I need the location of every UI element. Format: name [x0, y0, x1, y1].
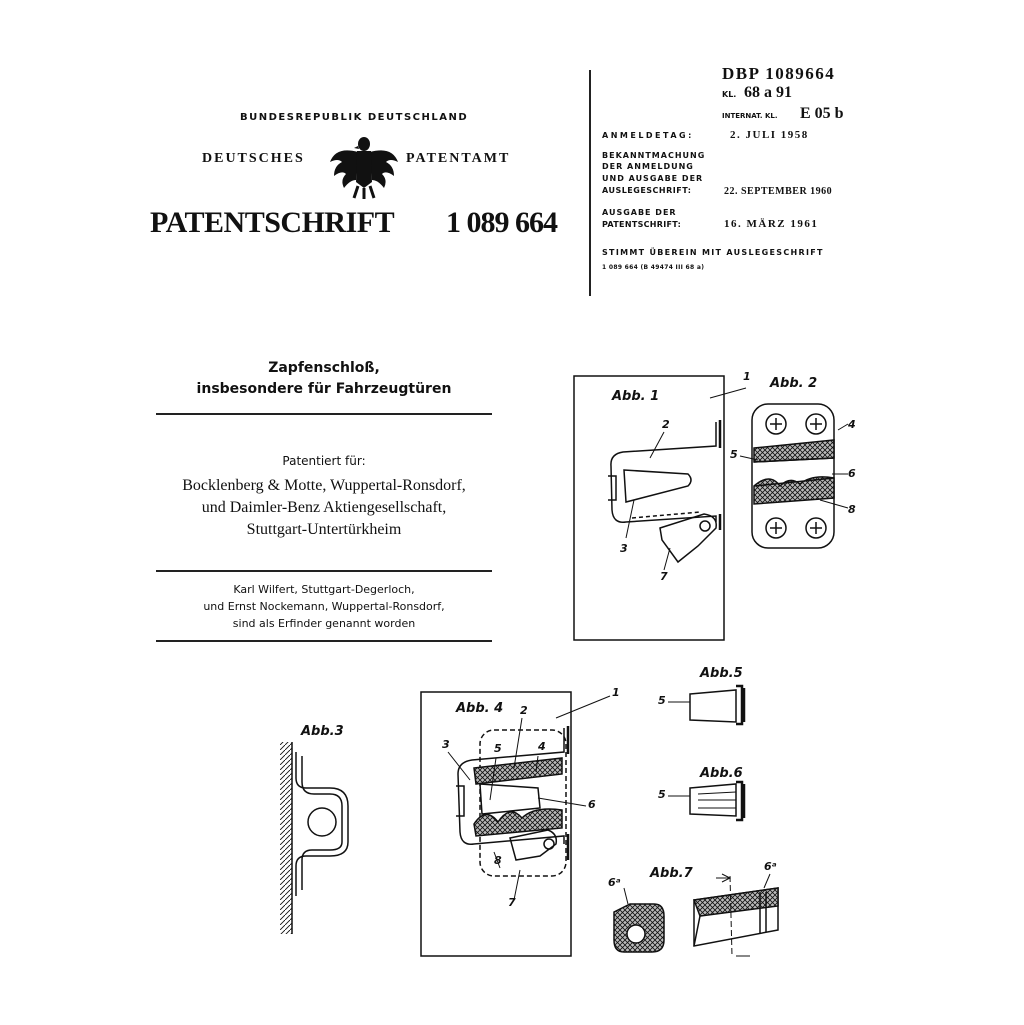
ref-3-fig1: 3 — [620, 542, 628, 555]
ausgabe-label-1: AUSGABE DER — [602, 208, 677, 217]
ref-4-fig2: 4 — [848, 418, 856, 431]
dbp-number: DBP 1089664 — [722, 64, 836, 83]
figure-2 — [740, 404, 848, 548]
figure-7 — [614, 874, 778, 956]
ref-5-fig5: 5 — [658, 694, 666, 707]
bekanntmachung-label-1: BEKANNTMACHUNG — [602, 151, 706, 160]
figure-1-label: Abb. 1 — [612, 389, 660, 404]
figure-3-label: Abb.3 — [301, 724, 344, 739]
country-name: BUNDESREPUBLIK DEUTSCHLAND — [240, 112, 469, 123]
office-left: DEUTSCHES — [202, 151, 305, 166]
figure-1 — [574, 376, 746, 640]
bekanntmachung-value: 22. SEPTEMBER 1960 — [724, 186, 833, 197]
ref-7-fig4: 7 — [508, 896, 516, 909]
patentee-label: Patentiert für: — [282, 454, 366, 468]
ref-4-fig4: 4 — [538, 740, 546, 753]
bekanntmachung-label-3: UND AUSGABE DER — [602, 174, 704, 183]
figure-4 — [421, 692, 610, 956]
ref-7-fig1: 7 — [660, 570, 668, 583]
ref-6-fig4: 6 — [588, 798, 596, 811]
ausgabe-label-2: PATENTSCHRIFT: — [602, 220, 682, 229]
anmeldetag-value: 2. JULI 1958 — [730, 129, 809, 141]
ref-2-fig1: 2 — [662, 418, 670, 431]
bekanntmachung-label-2: DER ANMELDUNG — [602, 162, 694, 171]
document-type: PATENTSCHRIFT — [150, 206, 395, 239]
patentee-line-1: Bocklenberg & Motte, Wuppertal-Ronsdorf, — [182, 477, 466, 494]
patentee-line-3: Stuttgart-Untertürkheim — [246, 521, 402, 538]
ref-6-fig2: 6 — [848, 467, 856, 480]
figure-7-label: Abb.7 — [650, 866, 693, 881]
figure-3 — [280, 742, 348, 934]
kl-label: KL. — [722, 90, 737, 99]
ref-5-fig4: 5 — [494, 742, 502, 755]
title-line-2: insbesondere für Fahrzeugtüren — [196, 381, 452, 397]
figure-6 — [668, 782, 744, 820]
kl-value: 68 a 91 — [744, 84, 792, 101]
title-line-1: Zapfenschloß, — [268, 360, 380, 376]
ref-2-fig4: 2 — [520, 704, 528, 717]
patentee-line-2: und Daimler-Benz Aktiengesellschaft, — [201, 499, 447, 516]
inventors-line-1: Karl Wilfert, Stuttgart-Degerloch, — [233, 583, 415, 596]
internat-label: INTERNAT. KL. — [722, 112, 778, 120]
figure-5-label: Abb.5 — [700, 666, 743, 681]
bekanntmachung-label-4: AUSLEGESCHRIFT: — [602, 186, 692, 195]
ref-8-fig2: 8 — [848, 503, 856, 516]
document-number: 1 089 664 — [446, 206, 557, 239]
figure-4-label: Abb. 4 — [456, 701, 504, 716]
anmeldetag-label: ANMELDETAG: — [602, 131, 694, 140]
ref-3-fig4: 3 — [442, 738, 450, 751]
ref-6a-fig7-right: 6ᵃ — [764, 860, 777, 873]
ref-1-fig1: 1 — [743, 370, 751, 383]
ref-8-fig4: 8 — [494, 854, 502, 867]
inventors-line-2: und Ernst Nockemann, Wuppertal-Ronsdorf, — [203, 600, 445, 613]
figure-5 — [668, 686, 744, 724]
figure-2-label: Abb. 2 — [770, 376, 818, 391]
stimmt-reference: 1 089 664 (B 49474 III 68 a) — [602, 264, 705, 271]
inventors-line-3: sind als Erfinder genannt worden — [232, 617, 416, 630]
figure-6-label: Abb.6 — [700, 766, 743, 781]
ref-5-fig6: 5 — [658, 788, 666, 801]
internat-value: E 05 b — [800, 105, 844, 122]
ref-1-fig4: 1 — [612, 686, 620, 699]
office-right: PATENTAMT — [406, 151, 511, 166]
ref-5-fig2: 5 — [730, 448, 738, 461]
stimmt-text: STIMMT ÜBEREIN MIT AUSLEGESCHRIFT — [602, 248, 824, 257]
ausgabe-value: 16. MÄRZ 1961 — [724, 218, 819, 230]
ref-6a-fig7-left: 6ᵃ — [608, 876, 621, 889]
